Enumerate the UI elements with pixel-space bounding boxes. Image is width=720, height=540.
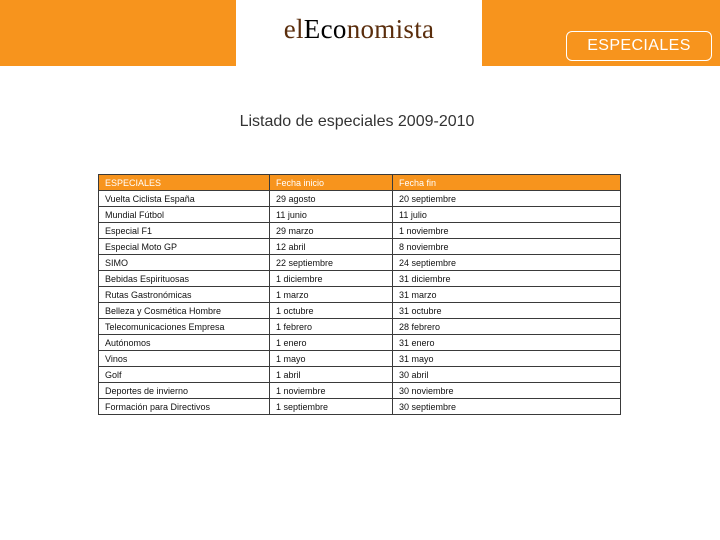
table-row	[99, 399, 621, 415]
cell-fecha-fin: 30 septiembre	[393, 399, 621, 415]
cell-fecha-fin: 28 febrero	[393, 319, 621, 335]
cell-fecha-inicio: 1 octubre	[270, 303, 393, 319]
cell-especial: Rutas Gastronómicas	[99, 287, 270, 303]
cell-especial: Golf	[99, 367, 270, 383]
logo-container	[236, 0, 482, 66]
cell-fecha-inicio: 1 febrero	[270, 319, 393, 335]
cell-fecha-inicio: 1 diciembre	[270, 271, 393, 287]
table-body	[99, 191, 621, 415]
cell-fecha-inicio: 29 agosto	[270, 191, 393, 207]
table-row	[99, 271, 621, 287]
logo-text-eco: Eco	[303, 14, 347, 44]
cell-fecha-inicio: 1 noviembre	[270, 383, 393, 399]
cell-fecha-fin: 20 septiembre	[393, 191, 621, 207]
cell-especial: Vinos	[99, 351, 270, 367]
cell-especial: Telecomunicaciones Empresa	[99, 319, 270, 335]
cell-fecha-inicio: 22 septiembre	[270, 255, 393, 271]
cell-especial: Especial Moto GP	[99, 239, 270, 255]
cell-especial: Autónomos	[99, 335, 270, 351]
table-row	[99, 207, 621, 223]
cell-fecha-inicio: 29 marzo	[270, 223, 393, 239]
cell-fecha-inicio: 1 marzo	[270, 287, 393, 303]
table-row	[99, 319, 621, 335]
cell-fecha-fin: 31 mayo	[393, 351, 621, 367]
table-row	[99, 239, 621, 255]
cell-fecha-fin: 31 diciembre	[393, 271, 621, 287]
table-row	[99, 223, 621, 239]
cell-especial: Belleza y Cosmética Hombre	[99, 303, 270, 319]
table-row	[99, 287, 621, 303]
cell-fecha-inicio: 1 enero	[270, 335, 393, 351]
header-banner	[0, 0, 720, 66]
cell-fecha-inicio: 1 septiembre	[270, 399, 393, 415]
column-header-fecha-fin: Fecha fin	[393, 175, 621, 191]
especiales-badge[interactable]: ESPECIALES	[566, 31, 712, 61]
especiales-table	[98, 174, 621, 415]
cell-fecha-inicio: 11 junio	[270, 207, 393, 223]
cell-fecha-fin: 30 noviembre	[393, 383, 621, 399]
page-title: Listado de especiales 2009-2010	[239, 113, 475, 130]
cell-fecha-fin: 11 julio	[393, 207, 621, 223]
eleconomista-logo[interactable]	[236, 14, 482, 45]
cell-especial: Formación para Directivos	[99, 399, 270, 415]
table-row	[99, 383, 621, 399]
cell-fecha-fin: 31 enero	[393, 335, 621, 351]
cell-fecha-fin: 8 noviembre	[393, 239, 621, 255]
column-header-fecha-inicio: Fecha inicio	[270, 175, 393, 191]
logo-text-el: el	[283, 14, 304, 44]
cell-especial: Vuelta Ciclista España	[99, 191, 270, 207]
table-row	[99, 255, 621, 271]
logo-text-nomista: nomista	[346, 14, 435, 44]
table-row	[99, 335, 621, 351]
table-row	[99, 191, 621, 207]
table-row	[99, 351, 621, 367]
column-header-especiales: ESPECIALES	[99, 175, 270, 191]
cell-especial: Mundial Fútbol	[99, 207, 270, 223]
cell-fecha-fin: 1 noviembre	[393, 223, 621, 239]
table-row	[99, 303, 621, 319]
cell-fecha-fin: 30 abril	[393, 367, 621, 383]
cell-fecha-inicio: 12 abril	[270, 239, 393, 255]
cell-fecha-fin: 31 marzo	[393, 287, 621, 303]
cell-fecha-fin: 24 septiembre	[393, 255, 621, 271]
table-header-row	[99, 175, 621, 191]
cell-fecha-inicio: 1 mayo	[270, 351, 393, 367]
cell-especial: Bebidas Espirituosas	[99, 271, 270, 287]
cell-fecha-fin: 31 octubre	[393, 303, 621, 319]
cell-especial: Deportes de invierno	[99, 383, 270, 399]
table-row	[99, 367, 621, 383]
cell-especial: Especial F1	[99, 223, 270, 239]
cell-especial: SIMO	[99, 255, 270, 271]
cell-fecha-inicio: 1 abril	[270, 367, 393, 383]
